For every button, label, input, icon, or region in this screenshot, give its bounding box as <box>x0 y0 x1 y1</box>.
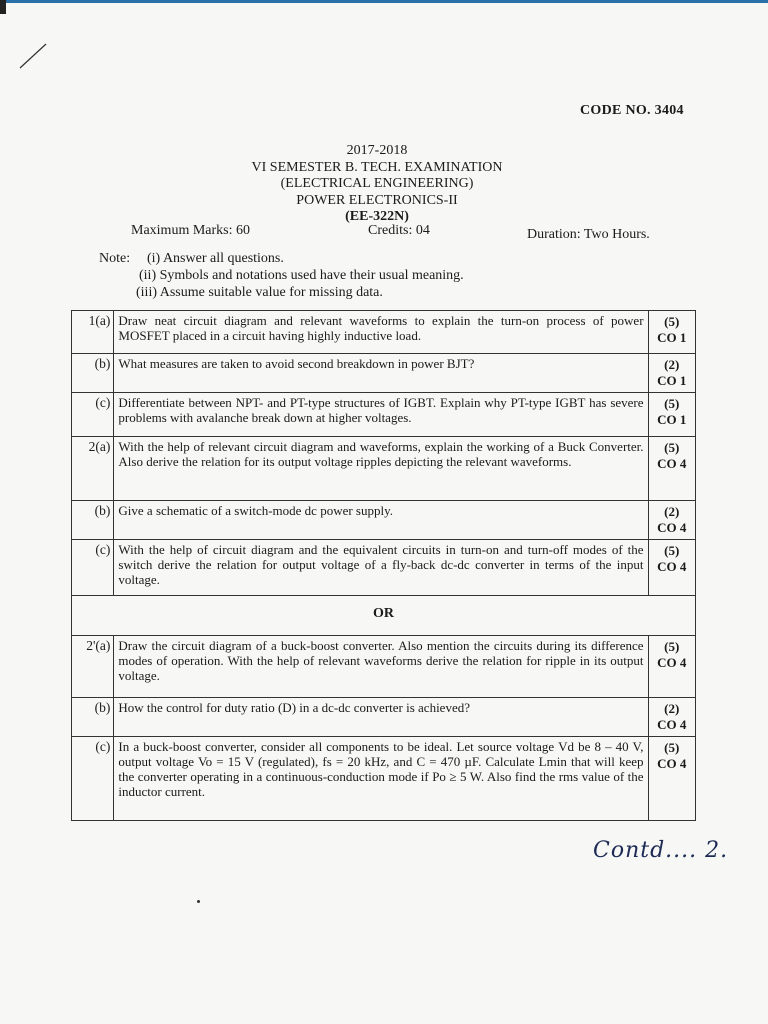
pen-stroke-mark <box>18 40 50 72</box>
continued-note: Contd.... 2. <box>593 838 729 863</box>
question-number: (b) <box>72 698 114 737</box>
scan-corner <box>0 0 6 14</box>
question-row <box>72 354 696 393</box>
question-number: (b) <box>72 354 114 393</box>
question-row <box>72 501 696 540</box>
question-marks <box>648 354 695 393</box>
question-marks <box>648 698 695 737</box>
question-text: Draw neat circuit diagram and relevant waveforms to explain the turn-on process of power MOSFET placed in a circuit having highly inductive load. <box>114 311 648 354</box>
question-number: (b) <box>72 501 114 540</box>
question-marks <box>648 636 695 698</box>
notes-label: Note: <box>99 251 131 266</box>
or-row <box>72 596 696 636</box>
question-row <box>72 311 696 354</box>
question-row <box>72 698 696 737</box>
course-outcome: CO 4 <box>657 559 687 574</box>
exam-header <box>0 143 768 226</box>
question-row <box>72 540 696 596</box>
exam-year: 2017-2018 <box>346 143 408 158</box>
questions-table <box>71 310 696 821</box>
marks-value: (5) <box>664 639 680 654</box>
course-code: (EE-322N) <box>345 209 409 224</box>
course-outcome: CO 4 <box>657 756 687 771</box>
course-outcome: CO 1 <box>657 373 687 388</box>
question-text: Differentiate between NPT- and PT-type structures of IGBT. Explain why PT-type IGBT has severe problems with avalanche break down at higher voltages. <box>114 393 648 437</box>
course-outcome: CO 4 <box>657 655 687 670</box>
stray-dot <box>197 900 200 903</box>
question-row <box>72 636 696 698</box>
question-text: What measures are taken to avoid second breakdown in power BJT? <box>114 354 648 393</box>
question-number: 2(a) <box>72 437 114 501</box>
question-text: How the control for duty ratio (D) in a dc-dc converter is achieved? <box>114 698 648 737</box>
exam-subject: POWER ELECTRONICS-II <box>296 192 458 208</box>
question-marks <box>648 501 695 540</box>
marks-value: (5) <box>664 740 680 755</box>
question-marks <box>648 540 695 596</box>
course-outcome: CO 1 <box>657 412 687 427</box>
marks-value: (5) <box>664 314 680 329</box>
marks-value: (5) <box>664 396 680 411</box>
course-outcome: CO 4 <box>657 520 687 535</box>
marks-value: (2) <box>664 701 680 716</box>
question-number: 1(a) <box>72 311 114 354</box>
marks-value: (2) <box>664 357 680 372</box>
question-number: (c) <box>72 540 114 596</box>
note-item: (ii) Symbols and notations used have their usual meaning. <box>139 268 464 283</box>
question-row <box>72 393 696 437</box>
question-marks <box>648 737 695 821</box>
exam-branch: (ELECTRICAL ENGINEERING) <box>280 176 474 191</box>
question-row <box>72 737 696 821</box>
question-marks <box>648 437 695 501</box>
question-text: Give a schematic of a switch-mode dc power supply. <box>114 501 648 540</box>
marks-value: (2) <box>664 504 680 519</box>
duration: Duration: Two Hours. <box>527 227 650 242</box>
marks-value: (5) <box>664 543 680 558</box>
course-outcome: CO 4 <box>657 717 687 732</box>
course-outcome: CO 4 <box>657 456 687 471</box>
question-number: (c) <box>72 393 114 437</box>
scan-edge <box>0 0 768 3</box>
note-item: (iii) Assume suitable value for missing data. <box>136 285 383 300</box>
or-divider: OR <box>72 596 696 636</box>
exam-title: VI SEMESTER B. TECH. EXAMINATION <box>251 159 503 175</box>
course-outcome: CO 1 <box>657 330 687 345</box>
question-text: With the help of circuit diagram and the equivalent circuits in turn-on and turn-off modes of the switch derive the relation for output voltage of a fly-back dc-dc converter in terms of the input voltage. <box>114 540 648 596</box>
question-number: 2'(a) <box>72 636 114 698</box>
question-text: Draw the circuit diagram of a buck-boost converter. Also mention the circuits during its difference modes of operation. With the help of relevant waveforms derive the relation for ripple in its output voltage. <box>114 636 648 698</box>
question-marks <box>648 311 695 354</box>
marks-value: (5) <box>664 440 680 455</box>
question-text: With the help of relevant circuit diagram and waveforms, explain the working of a Buck Converter. Also derive the relation for its output voltage ripples depicting the relevant waveforms. <box>114 437 648 501</box>
question-row <box>72 437 696 501</box>
question-marks <box>648 393 695 437</box>
code-number: CODE NO. 3404 <box>580 103 684 118</box>
question-number: (c) <box>72 737 114 821</box>
question-text: In a buck-boost converter, consider all components to be ideal. Let source voltage Vd be 8 – 40 V, output voltage Vo = 15 V (regulated), fs = 20 kHz, and C = 470 µF. Calculate Lmin that will keep the converter operating in a continuous-conduction mode if Po ≥ 5 W. Also find the rms value of the inductor current. <box>114 737 648 821</box>
note-item: (i) Answer all questions. <box>147 251 284 266</box>
credits: Credits: 04 <box>368 223 430 238</box>
maximum-marks: Maximum Marks: 60 <box>131 223 250 238</box>
